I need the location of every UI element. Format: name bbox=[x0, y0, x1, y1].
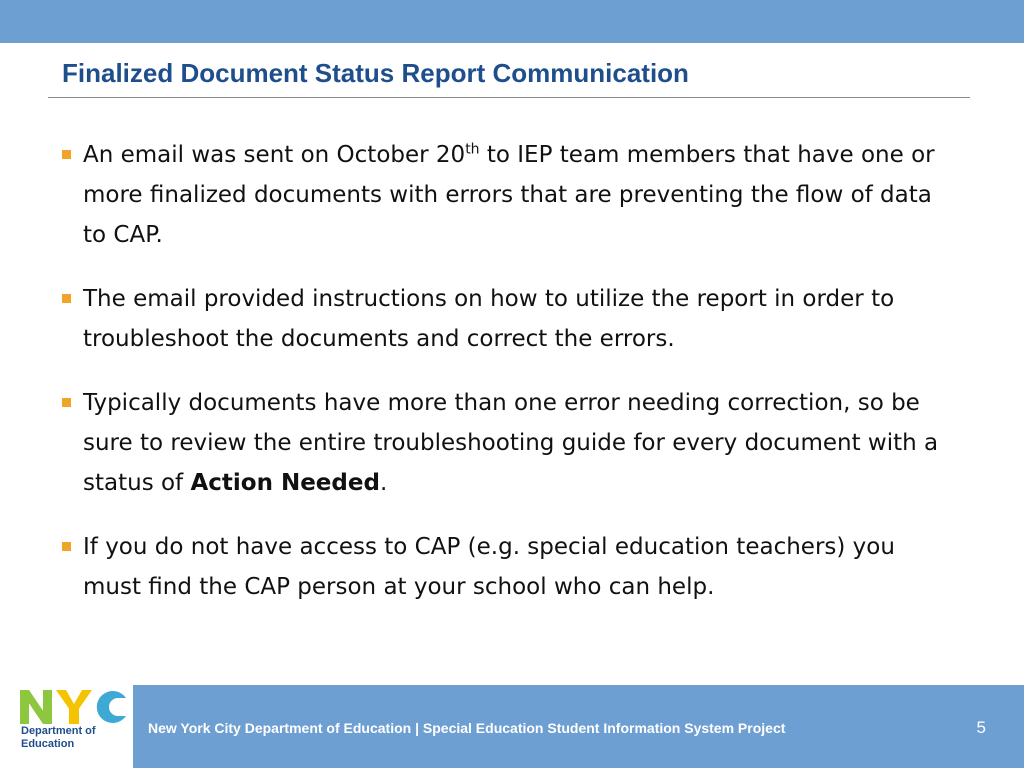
bullet-item-multiple-errors bbox=[60, 383, 960, 503]
bullet-text: . bbox=[379, 470, 388, 496]
footer-bar bbox=[133, 685, 1024, 768]
bullet-text: Typically documents have more than one error needing correction, so be sure to review the entire troubleshooting guide for every document with a status of bbox=[83, 390, 939, 496]
square-bullet-icon bbox=[62, 150, 71, 159]
footer-logo-area bbox=[0, 685, 133, 768]
bullet-text: An email was sent on October 20 bbox=[83, 142, 466, 168]
title-divider bbox=[48, 97, 970, 98]
bullet-list bbox=[60, 135, 960, 631]
header-bar bbox=[0, 0, 1024, 43]
bullet-item-email-sent bbox=[60, 135, 960, 255]
bullet-text: to IEP team members that have one or more finalized documents with errors that are preventing the flow of data to CAP. bbox=[83, 142, 935, 248]
logo-line-department: Department of bbox=[21, 725, 96, 737]
slide-title: Finalized Document Status Report Communication bbox=[62, 58, 689, 88]
bullet-text: The email provided instructions on how to utilize the report in order to troubleshoot the documents and correct the errors. bbox=[83, 286, 895, 352]
bullet-text: If you do not have access to CAP (e.g. special education teachers) you must find the CAP person at your school who can help. bbox=[83, 534, 895, 600]
page-number: 5 bbox=[976, 718, 986, 737]
square-bullet-icon bbox=[62, 542, 71, 551]
square-bullet-icon bbox=[62, 294, 71, 303]
bullet-item-instructions bbox=[60, 279, 960, 359]
nyc-logo-icon bbox=[20, 688, 128, 726]
square-bullet-icon bbox=[62, 398, 71, 407]
footer-text: New York City Department of Education | Special Education Student Information System Project bbox=[148, 720, 786, 736]
bullet-superscript: th bbox=[465, 141, 480, 158]
logo-wordmark bbox=[21, 725, 96, 751]
bullet-bold-status: Action Needed bbox=[190, 470, 380, 496]
logo-line-education: Education bbox=[21, 738, 75, 750]
bullet-item-cap-access bbox=[60, 527, 960, 607]
